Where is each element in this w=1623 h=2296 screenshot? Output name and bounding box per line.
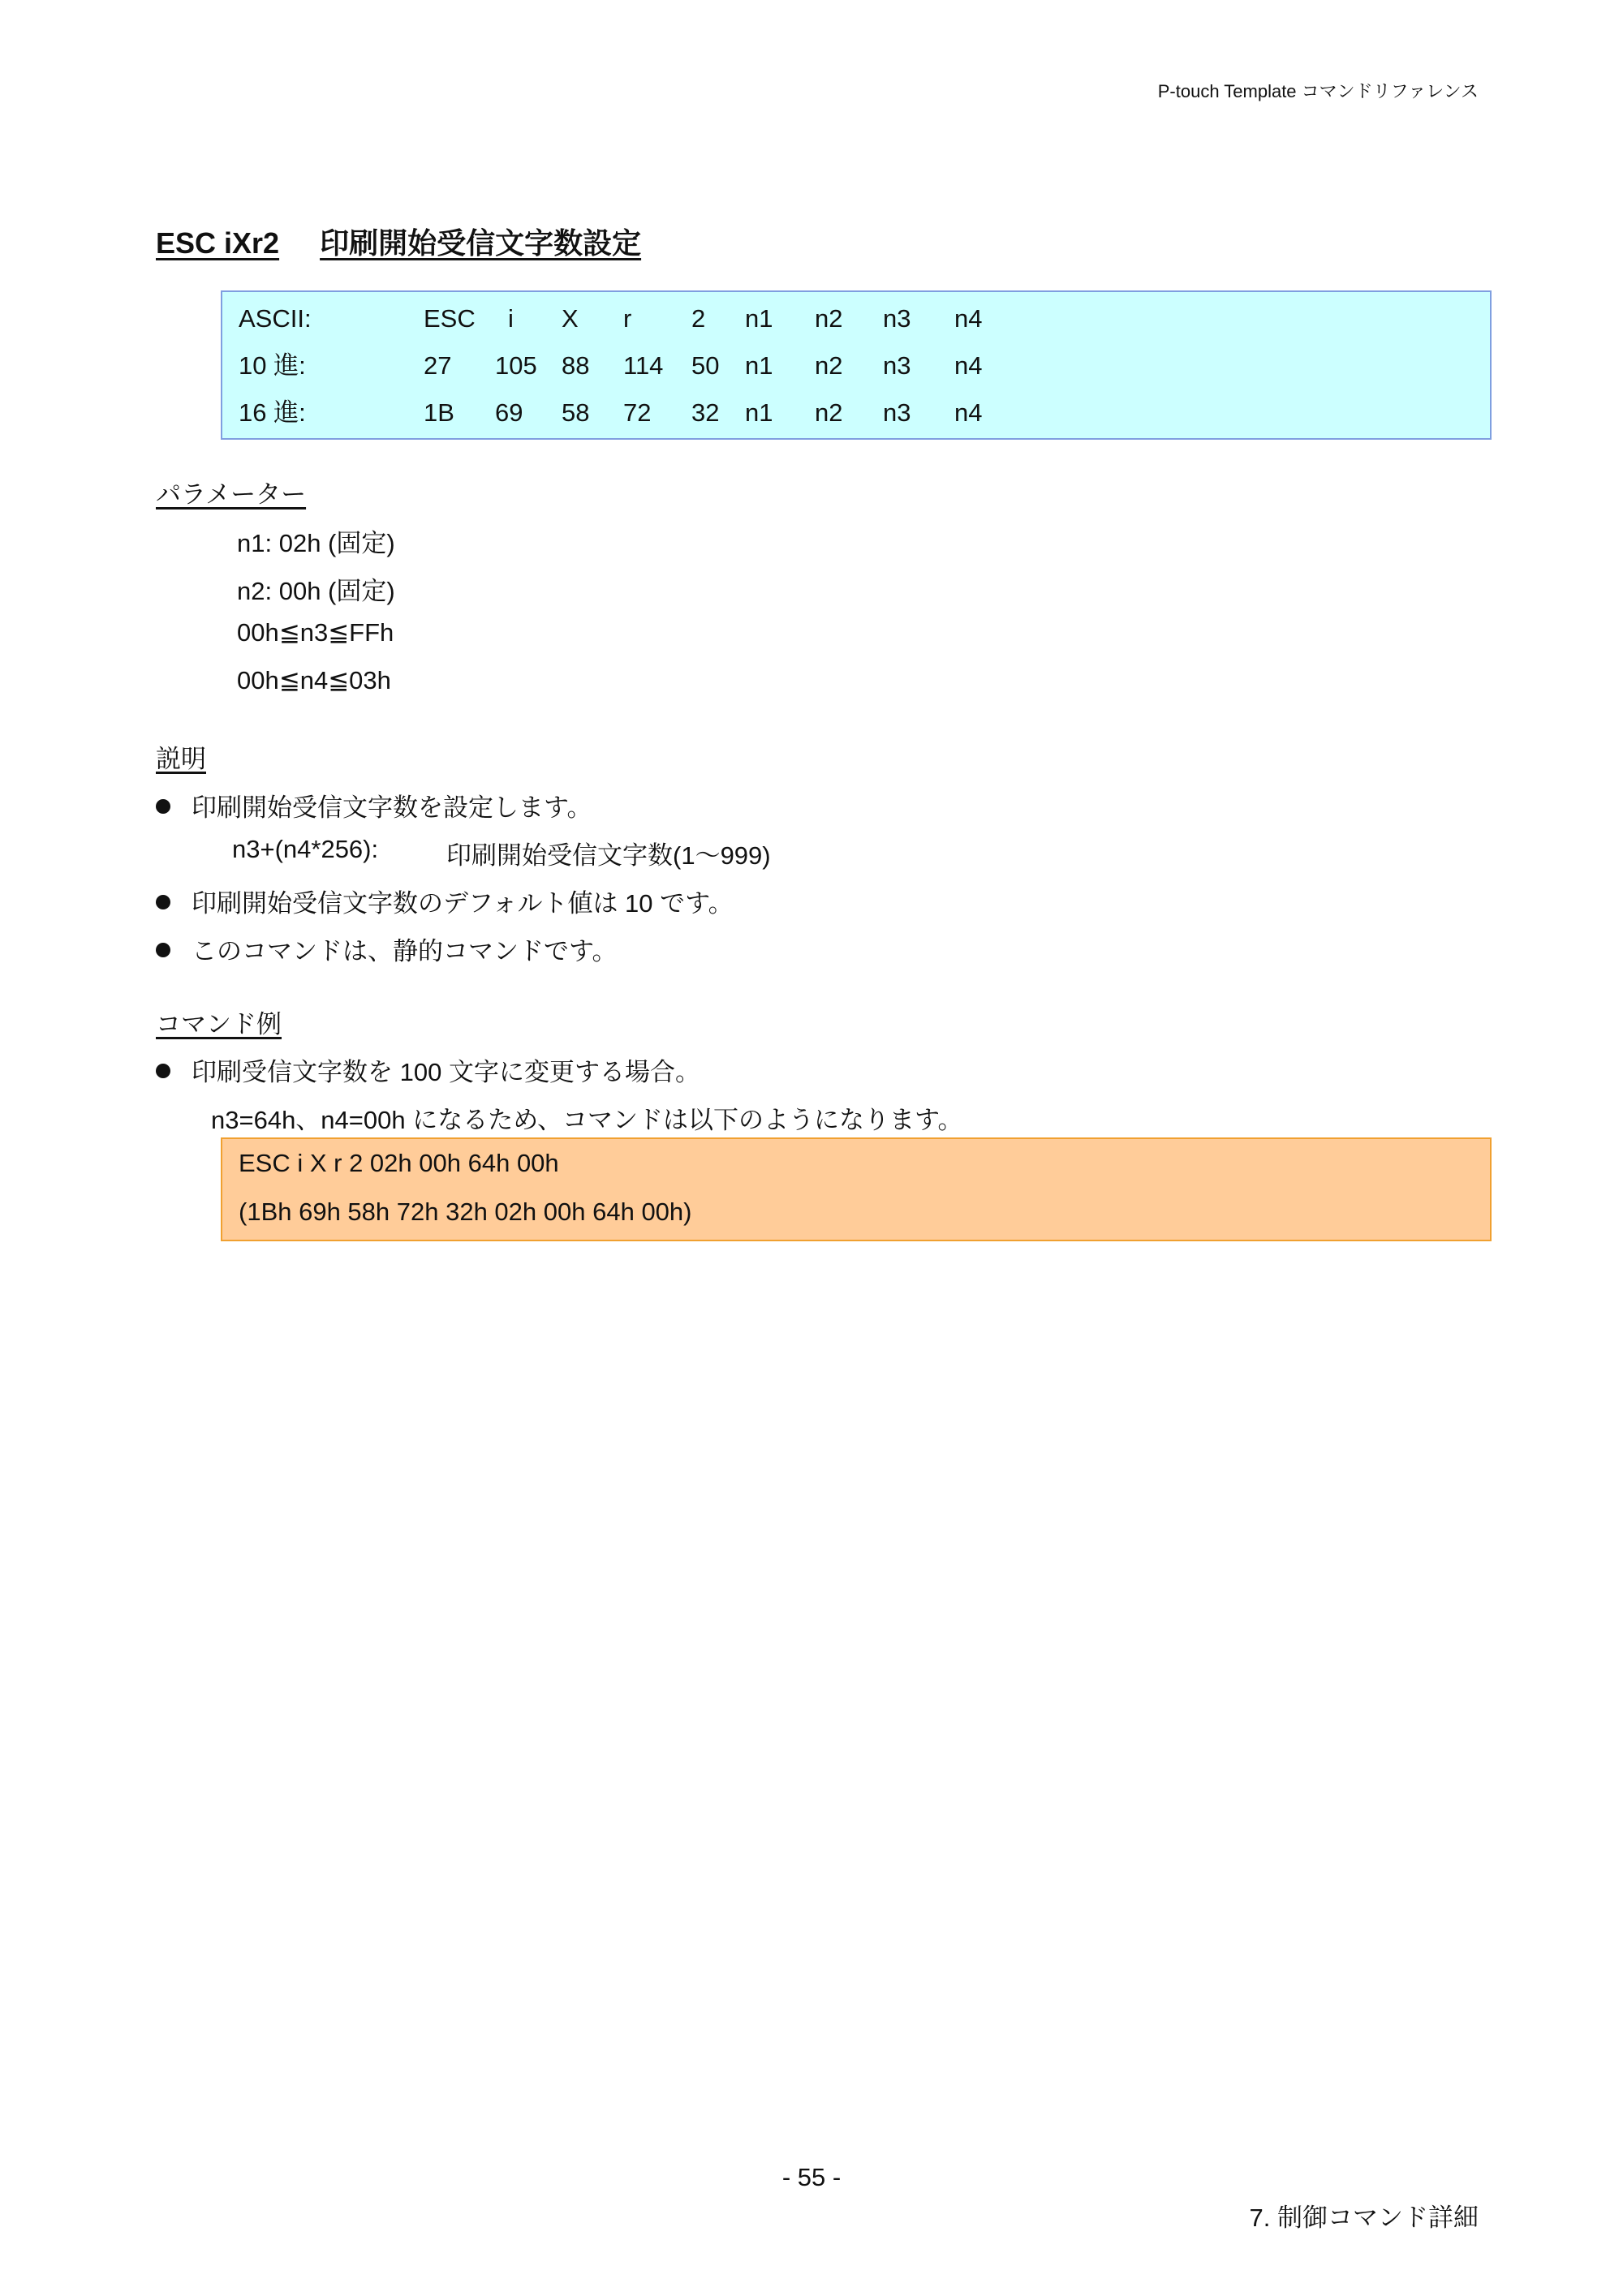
- chapter-footer: 7. 制御コマンド詳細: [1249, 2204, 1479, 2232]
- table-cell: n2: [815, 398, 843, 427]
- example-code-box: [221, 1137, 1492, 1241]
- page-number: - 55 -: [781, 2163, 842, 2191]
- table-cell: n3: [883, 304, 911, 333]
- command-syntax-table: [221, 290, 1492, 440]
- list-item: 印刷開始受信文字数を設定します。: [156, 787, 592, 823]
- table-cell: 105: [495, 351, 537, 380]
- code-line: ESC i X r 2 02h 00h 64h 00h: [239, 1149, 559, 1177]
- row-label: ASCII:: [239, 304, 312, 333]
- table-cell: n4: [954, 398, 983, 427]
- example-note: n3=64h、n4=00h になるため、コマンドは以下のようになります。: [211, 1106, 963, 1134]
- formula-text: 印刷開始受信文字数(1～999): [446, 841, 771, 870]
- parameters-heading: パラメーター: [156, 480, 307, 509]
- example-heading: コマンド例: [156, 1010, 282, 1038]
- table-cell: n1: [745, 351, 773, 380]
- formula-label: n3+(n4*256):: [232, 835, 379, 863]
- table-cell: X: [562, 304, 579, 333]
- table-cell: n3: [883, 398, 911, 427]
- page-title: [156, 221, 641, 262]
- table-cell: n3: [883, 351, 911, 380]
- table-cell: 32: [691, 398, 720, 427]
- table-cell: 72: [623, 398, 652, 427]
- table-cell: 50: [691, 351, 720, 380]
- command-description: 印刷開始受信文字数設定: [320, 226, 642, 260]
- table-cell: i: [508, 304, 514, 333]
- list-item: 印刷開始受信文字数のデフォルト値は 10 です。: [156, 883, 734, 919]
- parameter-item: 00h≦n4≦03h: [237, 666, 391, 694]
- table-cell: 114: [623, 351, 664, 380]
- list-item: このコマンドは、静的コマンドです。: [156, 931, 618, 967]
- table-cell: 58: [562, 398, 590, 427]
- table-cell: n4: [954, 351, 983, 380]
- table-cell: 1B: [424, 398, 454, 427]
- table-cell: 27: [424, 351, 452, 380]
- table-cell: n4: [954, 304, 983, 333]
- table-cell: 69: [495, 398, 523, 427]
- bullet-icon: [156, 943, 170, 957]
- table-cell: n1: [745, 304, 773, 333]
- list-item: 印刷受信文字数を 100 文字に変更する場合。: [156, 1051, 700, 1088]
- table-cell: 88: [562, 351, 590, 380]
- table-cell: 2: [691, 304, 706, 333]
- parameter-item: n1: 02h (固定): [237, 529, 395, 557]
- bullet-icon: [156, 895, 170, 909]
- row-label: 10 進:: [239, 351, 306, 380]
- table-cell: r: [623, 304, 632, 333]
- bullet-icon: [156, 799, 170, 814]
- parameter-item: n2: 00h (固定): [237, 577, 395, 605]
- command-name: ESC iXr2: [156, 226, 280, 260]
- table-cell: n2: [815, 351, 843, 380]
- bullet-icon: [156, 1064, 170, 1078]
- row-label: 16 進:: [239, 398, 306, 427]
- table-cell: n1: [745, 398, 773, 427]
- table-cell: n2: [815, 304, 843, 333]
- running-header: P-touch Template コマンドリファレンス: [1157, 81, 1479, 101]
- parameter-item: 00h≦n3≦FFh: [237, 618, 394, 647]
- description-heading: 説明: [156, 745, 206, 773]
- code-line: (1Bh 69h 58h 72h 32h 02h 00h 64h 00h): [239, 1197, 692, 1226]
- table-cell: ESC: [424, 304, 476, 333]
